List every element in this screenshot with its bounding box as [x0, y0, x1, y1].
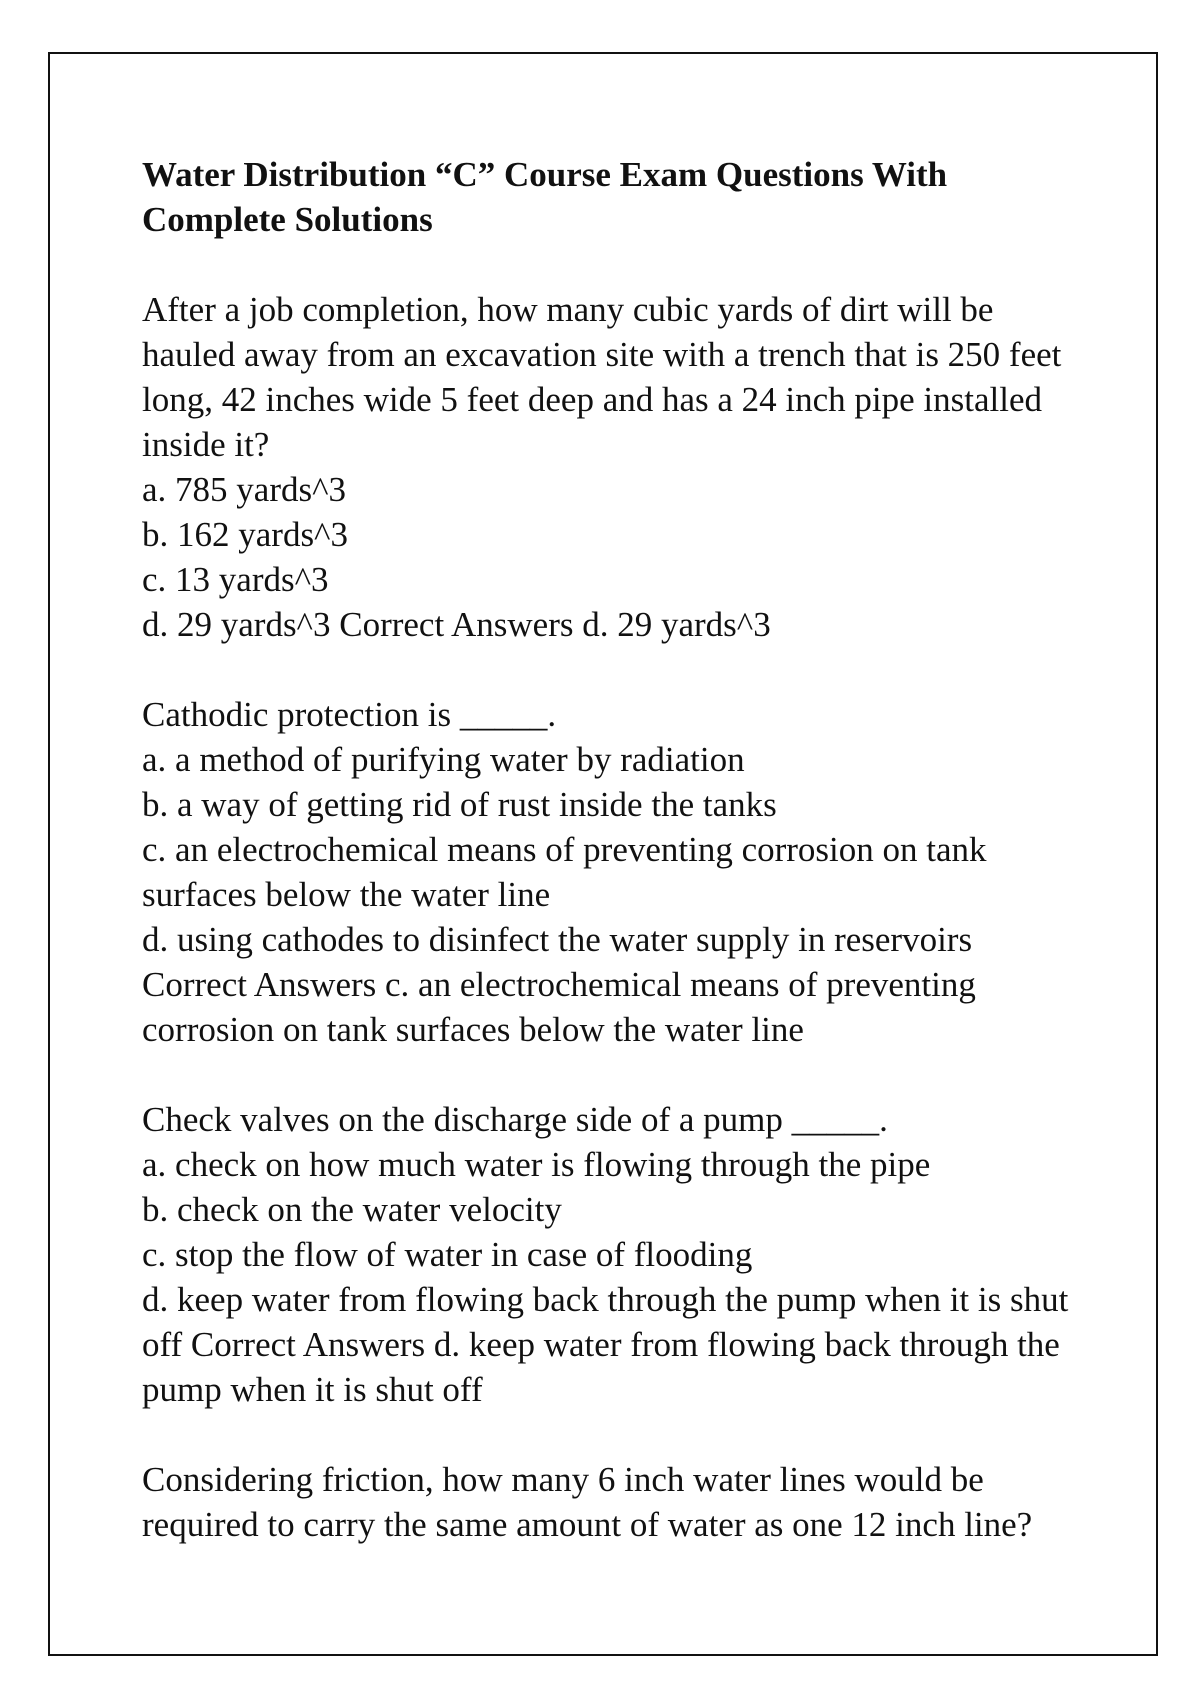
option-d-with-answer: d. using cathodes to disinfect the water supply in reservoirs Correct Answers c. an electrochemical means of preventing corrosion on tank surfaces below the water line	[142, 920, 976, 1049]
question-text: After a job completion, how many cubic yards of dirt will be hauled away from an excavation site with a trench that is 250 feet long, 42 inches wide 5 feet deep and has a 24 inch pipe installed inside it?	[142, 290, 1062, 464]
option-d-with-answer: d. 29 yards^3 Correct Answers d. 29 yards^3	[142, 605, 771, 644]
option-a: a. a method of purifying water by radiation	[142, 740, 745, 779]
question-text: Considering friction, how many 6 inch water lines would be required to carry the same amount of water as one 12 inch line?	[142, 1460, 1033, 1544]
question-3	[142, 1097, 1072, 1412]
option-b: b. a way of getting rid of rust inside the tanks	[142, 785, 777, 824]
option-d-with-answer: d. keep water from flowing back through the pump when it is shut off Correct Answers d. keep water from flowing back through the pump when it is shut off	[142, 1280, 1069, 1409]
question-4	[142, 1457, 1072, 1547]
option-a: a. 785 yards^3	[142, 470, 347, 509]
option-b: b. check on the water velocity	[142, 1190, 562, 1229]
option-b: b. 162 yards^3	[142, 515, 348, 554]
document-title: Water Distribution “C” Course Exam Questions With Complete Solutions	[142, 155, 948, 239]
question-2	[142, 692, 1072, 1052]
option-a: a. check on how much water is flowing through the pipe	[142, 1145, 931, 1184]
option-c: c. 13 yards^3	[142, 560, 329, 599]
document-content	[142, 152, 1072, 1592]
question-text: Cathodic protection is _____.	[142, 695, 557, 734]
question-1	[142, 287, 1072, 647]
question-text: Check valves on the discharge side of a pump _____.	[142, 1100, 888, 1139]
option-c: c. an electrochemical means of preventing corrosion on tank surfaces below the water line	[142, 830, 987, 914]
option-c: c. stop the flow of water in case of flooding	[142, 1235, 753, 1274]
